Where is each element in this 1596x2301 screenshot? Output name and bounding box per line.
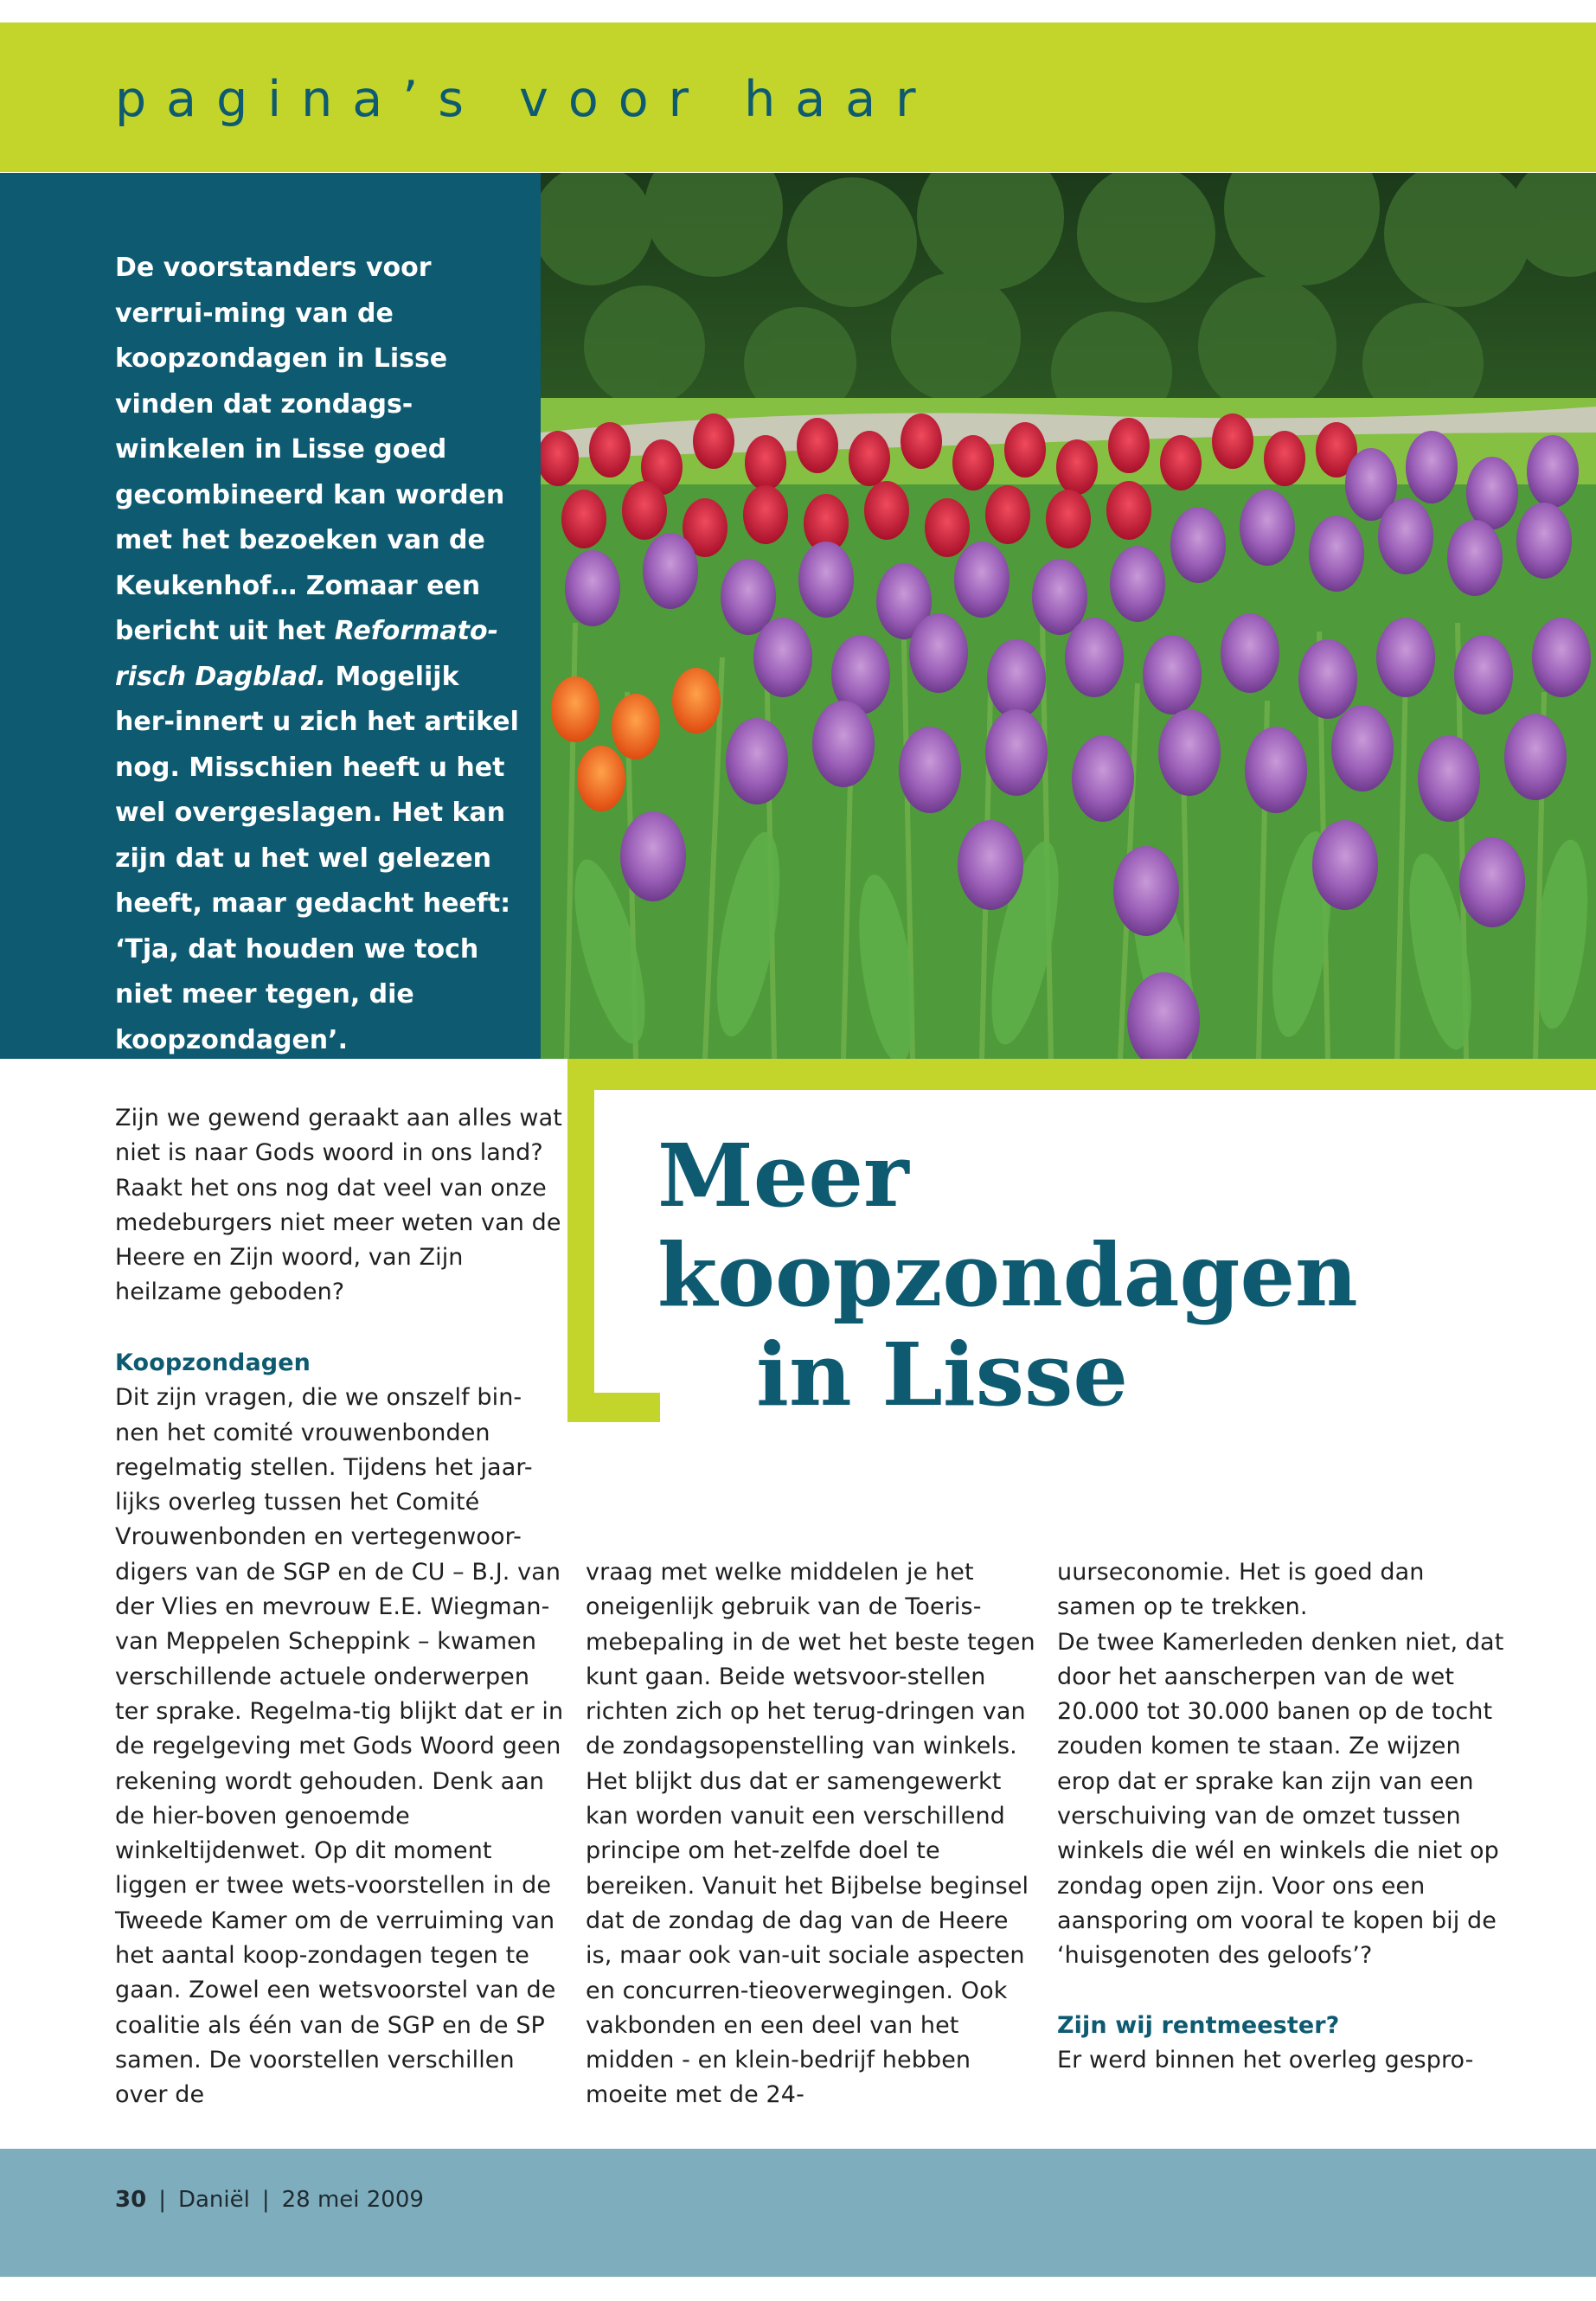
article-headline xyxy=(657,1126,1574,1425)
headline-line1: Meer koopzondagen xyxy=(657,1125,1358,1326)
column-3-text-3: Er werd binnen het overleg gespro- xyxy=(1057,2046,1474,2073)
footer-separator: | xyxy=(158,2187,166,2213)
accent-bar-bottom xyxy=(567,1393,660,1422)
accent-bar-left xyxy=(567,1059,594,1422)
accent-bar-top xyxy=(567,1059,1596,1090)
intro-source: Reformato-risch Dagblad. xyxy=(115,616,499,692)
column-3-text-2: De twee Kamerleden denken niet, dat door het aanscherpen van de wet 20.000 tot 30.000 banen op de tocht zouden komen te staan. Ze wijzen erop dat er sprake kan zijn van een verschuiving van de omzet tussen winkels die wél en winkels die niet op zondag open zijn. Voor ons een aansporing om vooral te kopen bij de ‘huisgenoten des geloofs’? xyxy=(1057,1628,1504,1970)
intro-part2: Mogelijk her-innert u zich het artikel nog. Misschien heeft u het wel overgeslagen. Het kan zijn dat u het wel gelezen heeft, maar gedacht heeft: ‘Tja, dat houden we toch niet meer tegen, die koopzondagen’. xyxy=(115,661,519,1055)
subhead-rentmeester: Zijn wij rentmeester? xyxy=(1057,2011,1340,2039)
paragraph-spacer xyxy=(1057,1974,1507,2009)
article-column-1 xyxy=(115,1346,565,2113)
article-column-2 xyxy=(586,1555,1035,2113)
footer-band xyxy=(0,2149,1596,2277)
headline-line2: in Lisse xyxy=(756,1324,1129,1426)
intro-part1: De voorstanders voor verrui-ming van de koopzondagen in Lisse vinden dat zondags-winkelen in Lisse goed gecombineerd kan worden met het bezoeken van de Keukenhof… Zomaar een bericht uit het xyxy=(115,253,505,646)
article-column-3 xyxy=(1057,1555,1507,2078)
column-2-text: vraag met welke middelen je het oneigenlijk gebruik van de Toeris-mebepaling in de wet het beste tegen kunt gaan. Beide wetsvoor-stellen richten zich op het terug-dringen van de zondagsopenstelling van winkels. Het blijkt dus dat er samengewerkt kan worden vanuit een verschillend principe om het-zelfde doel te bereiken. Vanuit het Bijbelse beginsel dat de zondag de dag van de Heere is, maar ook van-uit sociale aspecten en concurren-tieoverwegingen. Ook vakbonden en een deel van het midden - en klein-bedrijf hebben moeite met de 24- xyxy=(586,1559,1035,2109)
lead-paragraph: Zijn we gewend geraakt aan alles wat niet is naar Gods woord in ons land? Raakt het ons nog dat veel van onze medeburgers niet meer weten van de Heere en Zijn woord, van Zijn heilzame geboden? xyxy=(115,1105,562,1306)
page-footer xyxy=(115,2187,424,2213)
tulip-photo xyxy=(541,173,1596,1059)
section-title: pagina’s voor haar xyxy=(115,71,936,128)
column-3-text-1: uurseconomie. Het is goed dan samen op te trekken. xyxy=(1057,1559,1425,1621)
issue-date: 28 mei 2009 xyxy=(281,2187,424,2213)
column-1-text: Dit zijn vragen, die we onszelf bin-nen het comité vrouwenbonden regelmatig stellen. Tijdens het jaar-lijks overleg tussen het Comité Vrouwenbonden en vertegenwoor-digers van de SGP en de CU – B.J. van der Vlies en mevrouw E.E. Wiegman-van Meppelen Scheppink – kwamen verschillende actuele onderwerpen ter sprake. Regelma-tig blijkt dat er in de regelgeving met Gods Woord geen rekening wordt gehouden. Denk aan de hier-boven genoemde winkeltijdenwet. Op dit moment liggen er twee wets-voorstellen in de Tweede Kamer om de verruiming van het aantal koop-zondagen tegen te gaan. Zowel een wetsvoorstel van de coalitie als één van de SGP en de SP samen. De voorstellen verschillen over de xyxy=(115,1384,564,2109)
magazine-name: Daniël xyxy=(177,2187,250,2213)
page-number: 30 xyxy=(115,2187,147,2213)
footer-separator-2: | xyxy=(261,2187,270,2213)
intro-paragraph xyxy=(115,246,522,1063)
article-lead xyxy=(115,1101,565,1311)
subhead-koopzondagen: Koopzondagen xyxy=(115,1349,311,1376)
intro-text xyxy=(115,246,522,1063)
